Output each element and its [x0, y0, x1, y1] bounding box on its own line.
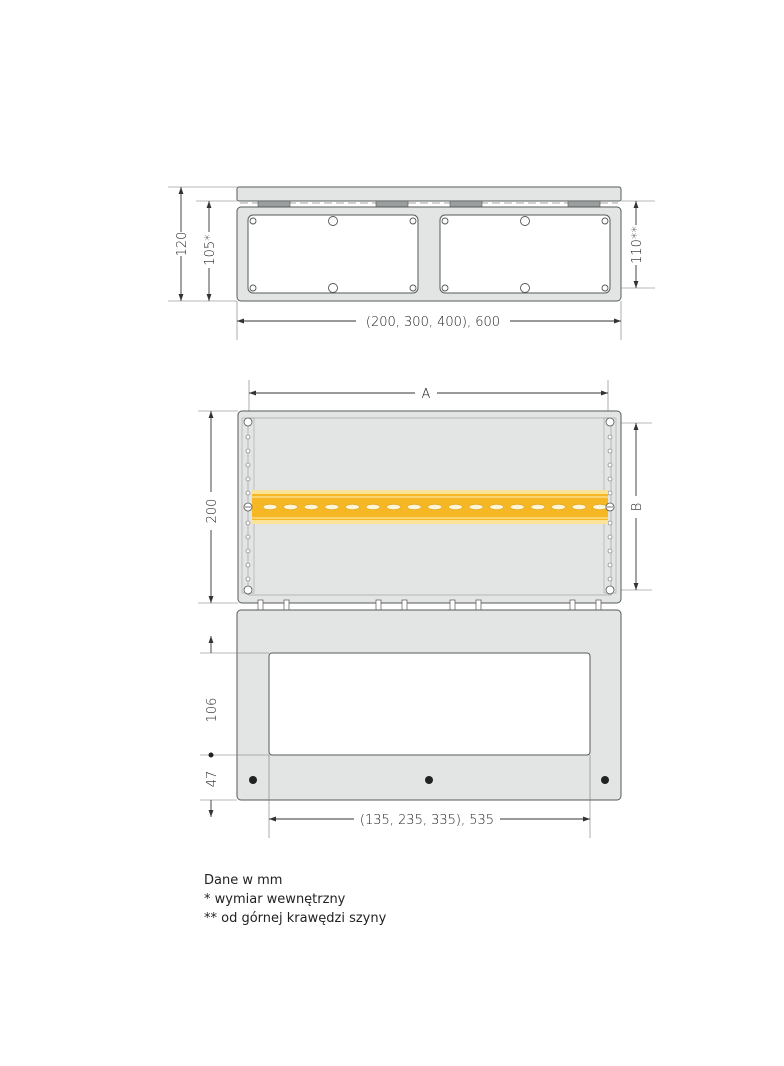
rail-slot — [387, 504, 401, 509]
din-rail — [244, 490, 614, 524]
rail-slot — [263, 504, 277, 509]
dim-height-outer: 120 — [175, 231, 190, 257]
rail-slot — [366, 504, 380, 509]
rail-slot — [284, 504, 298, 509]
compartment-left — [248, 215, 418, 293]
note-units: Dane w mm — [204, 873, 283, 888]
rail-slot — [551, 504, 565, 509]
dim-bottom: 47 — [205, 770, 220, 788]
front-view — [198, 380, 652, 611]
dim-rail-b: B — [630, 502, 645, 512]
rail-slot — [304, 504, 318, 509]
dim-height-inner: 105* — [203, 234, 218, 266]
dim-opening-width: (135, 235, 335), 535 — [359, 813, 495, 828]
rail-slot — [428, 504, 442, 509]
rail-slot — [345, 504, 359, 509]
notes — [204, 871, 386, 928]
frame-opening — [269, 653, 590, 755]
dim-width-a: A — [421, 387, 431, 402]
frame-view — [200, 610, 621, 838]
dim-rail-height: 110** — [630, 226, 645, 264]
rail-slot — [593, 504, 607, 509]
note-inner-dimension: * wymiar wewnętrzny — [204, 892, 346, 907]
rail-slot — [510, 504, 524, 509]
dim-width-top: (200, 300, 400), 600 — [365, 315, 501, 330]
rail-slot — [531, 504, 545, 509]
lid-strip — [237, 187, 621, 201]
compartment-right — [440, 215, 610, 293]
dim-opening-height: 106 — [205, 697, 220, 723]
rail-slot — [490, 504, 504, 509]
rail-slot — [469, 504, 483, 509]
hinge-icon — [258, 201, 600, 207]
rail-slot — [407, 504, 421, 509]
rail-slot — [448, 504, 462, 509]
note-rail-edge: ** od górnej krawędzi szyny — [204, 911, 387, 926]
rail-slot — [572, 504, 586, 509]
rail-slot — [325, 504, 339, 509]
top-view — [168, 187, 655, 340]
dim-height-front: 200 — [205, 498, 220, 524]
